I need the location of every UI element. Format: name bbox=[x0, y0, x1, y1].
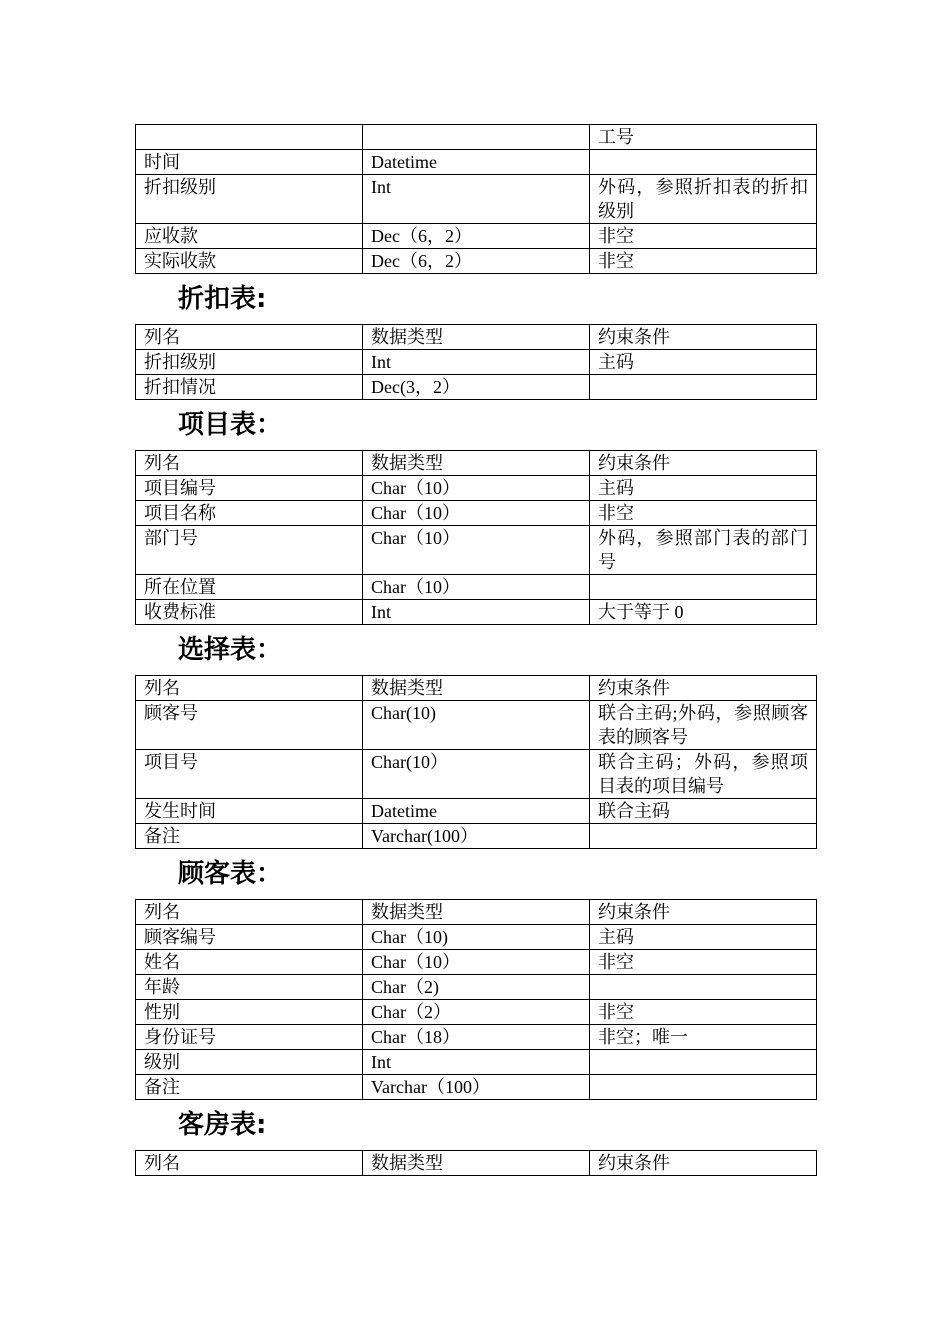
document-page bbox=[135, 124, 816, 1176]
cell: 非空；唯一 bbox=[590, 1025, 817, 1050]
table-row bbox=[136, 1050, 817, 1075]
table-row bbox=[136, 1075, 817, 1100]
column-header: 列名 bbox=[136, 325, 363, 350]
column-header: 数据类型 bbox=[363, 325, 590, 350]
section-heading-room: 客房表: bbox=[178, 1110, 267, 1140]
cell: 工号 bbox=[590, 125, 817, 150]
cell: 所在位置 bbox=[136, 575, 363, 600]
table-row bbox=[136, 224, 817, 249]
cell: 时间 bbox=[136, 150, 363, 175]
table-header-row bbox=[136, 900, 817, 925]
cell bbox=[590, 375, 817, 400]
table-row bbox=[136, 476, 817, 501]
cell: 联合主码；外码，参照项目表的项目编号 bbox=[590, 750, 817, 799]
cell: Char（10） bbox=[363, 501, 590, 526]
cell: 折扣级别 bbox=[136, 175, 363, 224]
cell: 外码，参照折扣表的折扣级别 bbox=[590, 175, 817, 224]
table-customer bbox=[135, 899, 817, 1100]
cell: Char(10) bbox=[363, 701, 590, 750]
cell: Dec(3，2） bbox=[363, 375, 590, 400]
cell: 级别 bbox=[136, 1050, 363, 1075]
cell: 联合主码;外码，参照顾客表的顾客号 bbox=[590, 701, 817, 750]
cell: 折扣级别 bbox=[136, 350, 363, 375]
table-row bbox=[136, 1000, 817, 1025]
cell: 外码，参照部门表的部门号 bbox=[590, 526, 817, 575]
cell: 主码 bbox=[590, 350, 817, 375]
cell: 折扣情况 bbox=[136, 375, 363, 400]
column-header: 列名 bbox=[136, 900, 363, 925]
cell: Varchar(100） bbox=[363, 824, 590, 849]
column-header: 列名 bbox=[136, 676, 363, 701]
cell: Char（10) bbox=[363, 925, 590, 950]
table-row bbox=[136, 150, 817, 175]
column-header: 约束条件 bbox=[590, 451, 817, 476]
cell bbox=[590, 150, 817, 175]
table-header-row bbox=[136, 676, 817, 701]
cell: 发生时间 bbox=[136, 799, 363, 824]
cell: 非空 bbox=[590, 1000, 817, 1025]
cell: Char(10） bbox=[363, 750, 590, 799]
cell: 年龄 bbox=[136, 975, 363, 1000]
cell: 姓名 bbox=[136, 950, 363, 975]
cell: Int bbox=[363, 175, 590, 224]
section-heading-discount: 折扣表: bbox=[178, 284, 267, 314]
table-row bbox=[136, 950, 817, 975]
cell: 联合主码 bbox=[590, 799, 817, 824]
cell: 非空 bbox=[590, 950, 817, 975]
section-heading-customer: 顾客表： bbox=[178, 859, 283, 889]
table-row bbox=[136, 501, 817, 526]
table-row bbox=[136, 701, 817, 750]
column-header: 约束条件 bbox=[590, 676, 817, 701]
column-header: 数据类型 bbox=[363, 451, 590, 476]
table-row bbox=[136, 249, 817, 274]
column-header: 约束条件 bbox=[590, 1151, 817, 1176]
column-header: 列名 bbox=[136, 451, 363, 476]
table-row bbox=[136, 600, 817, 625]
cell bbox=[590, 975, 817, 1000]
cell: Varchar（100） bbox=[363, 1075, 590, 1100]
cell: 项目名称 bbox=[136, 501, 363, 526]
cell: 项目编号 bbox=[136, 476, 363, 501]
table-row bbox=[136, 799, 817, 824]
cell: Int bbox=[363, 350, 590, 375]
cell: 非空 bbox=[590, 224, 817, 249]
cell: 顾客编号 bbox=[136, 925, 363, 950]
table-header-row bbox=[136, 1151, 817, 1176]
cell: Char（10） bbox=[363, 526, 590, 575]
cell bbox=[590, 824, 817, 849]
cell: 主码 bbox=[590, 476, 817, 501]
cell: 部门号 bbox=[136, 526, 363, 575]
table-row bbox=[136, 526, 817, 575]
cell: Int bbox=[363, 1050, 590, 1075]
cell: 身份证号 bbox=[136, 1025, 363, 1050]
cell: 非空 bbox=[590, 249, 817, 274]
cell: 顾客号 bbox=[136, 701, 363, 750]
table-row bbox=[136, 350, 817, 375]
cell: 主码 bbox=[590, 925, 817, 950]
cell: 实际收款 bbox=[136, 249, 363, 274]
column-header: 数据类型 bbox=[363, 676, 590, 701]
cell bbox=[363, 125, 590, 150]
cell: Char（2) bbox=[363, 975, 590, 1000]
column-header: 列名 bbox=[136, 1151, 363, 1176]
cell: 非空 bbox=[590, 501, 817, 526]
table-header-row bbox=[136, 325, 817, 350]
cell: 收费标准 bbox=[136, 600, 363, 625]
cell: Char（10） bbox=[363, 575, 590, 600]
cell: Dec（6，2） bbox=[363, 249, 590, 274]
table-discount bbox=[135, 324, 817, 400]
table-row bbox=[136, 125, 817, 150]
cell: 备注 bbox=[136, 1075, 363, 1100]
cell bbox=[590, 1075, 817, 1100]
cell: Dec（6，2） bbox=[363, 224, 590, 249]
cell bbox=[136, 125, 363, 150]
cell: Int bbox=[363, 600, 590, 625]
table-row bbox=[136, 375, 817, 400]
cell: Datetime bbox=[363, 150, 590, 175]
cell: Datetime bbox=[363, 799, 590, 824]
cell bbox=[590, 575, 817, 600]
cell: 大于等于 0 bbox=[590, 600, 817, 625]
table-project bbox=[135, 450, 817, 625]
cell: Char（10） bbox=[363, 950, 590, 975]
section-heading-project: 项目表： bbox=[178, 410, 283, 440]
column-header: 数据类型 bbox=[363, 1151, 590, 1176]
section-heading-selection: 选择表： bbox=[178, 635, 283, 665]
cell: Char（2） bbox=[363, 1000, 590, 1025]
table-row bbox=[136, 575, 817, 600]
table-selection bbox=[135, 675, 817, 849]
column-header: 约束条件 bbox=[590, 900, 817, 925]
cell: Char（18） bbox=[363, 1025, 590, 1050]
cell: 应收款 bbox=[136, 224, 363, 249]
cell bbox=[590, 1050, 817, 1075]
table-continued bbox=[135, 124, 817, 274]
column-header: 约束条件 bbox=[590, 325, 817, 350]
table-row bbox=[136, 824, 817, 849]
table-room bbox=[135, 1150, 817, 1176]
table-row bbox=[136, 750, 817, 799]
table-row bbox=[136, 1025, 817, 1050]
table-row bbox=[136, 925, 817, 950]
cell: 项目号 bbox=[136, 750, 363, 799]
cell: 备注 bbox=[136, 824, 363, 849]
cell: Char（10） bbox=[363, 476, 590, 501]
table-row bbox=[136, 975, 817, 1000]
table-header-row bbox=[136, 451, 817, 476]
table-row bbox=[136, 175, 817, 224]
column-header: 数据类型 bbox=[363, 900, 590, 925]
cell: 性别 bbox=[136, 1000, 363, 1025]
